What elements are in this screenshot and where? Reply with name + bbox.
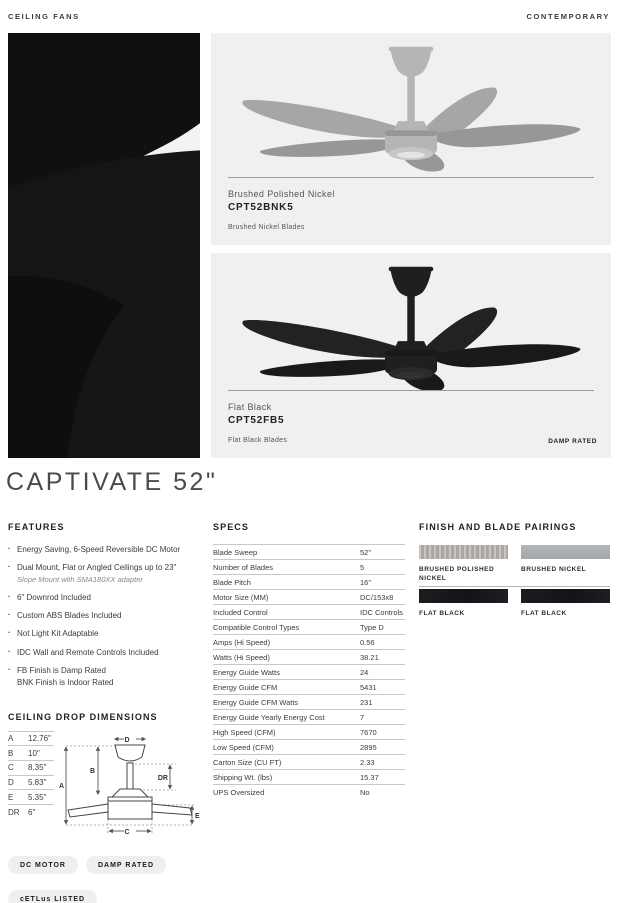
swatch-color-chip	[419, 589, 508, 603]
fan-macro-photo	[8, 33, 200, 458]
spec-row	[213, 710, 405, 725]
spec-value: 52"	[360, 547, 372, 557]
spec-label: Watts (Hi Speed)	[213, 652, 270, 662]
spec-label: Low Speed (CFM)	[213, 742, 274, 752]
category-label: CEILING FANS	[8, 12, 80, 21]
dimensions-heading: CEILING DROP DIMENSIONS	[8, 711, 158, 722]
feature-text: · Dual Mount, Flat or Angled Ceilings up to 23"	[17, 563, 177, 573]
spec-row	[213, 650, 405, 665]
spec-label: High Speed (CFM)	[213, 727, 276, 737]
spec-label: Blade Pitch	[213, 577, 251, 587]
spec-value: 2895	[360, 742, 377, 752]
blade-finish-note: Flat Black Blades	[228, 437, 288, 444]
dimension-value: 10"	[28, 748, 40, 758]
spec-row	[213, 680, 405, 695]
spec-row	[213, 755, 405, 770]
spec-row	[213, 620, 405, 635]
dimension-row	[8, 790, 54, 805]
spec-label: Energy Guide CFM Watts	[213, 697, 299, 707]
ceiling-fan-illustration	[225, 43, 597, 175]
feature-text: · Custom ABS Blades Included	[17, 610, 122, 620]
dimension-row	[8, 746, 54, 761]
spec-label: Blade Sweep	[213, 547, 258, 557]
dimension-letter: B	[8, 748, 14, 758]
spec-value: 16"	[360, 577, 372, 587]
diagram-label-c: C	[124, 828, 130, 836]
finish-name: Brushed Polished Nickel	[228, 189, 335, 199]
spec-value: 5	[360, 562, 365, 572]
diagram-label-a: A	[59, 782, 65, 790]
spec-value: 38.21	[360, 652, 379, 662]
swatch-color-chip	[521, 545, 610, 559]
dimension-row	[8, 761, 54, 776]
dimensions-table	[8, 731, 54, 820]
dimension-value: 5.83"	[28, 777, 47, 787]
breadcrumb	[8, 12, 610, 21]
feature-item	[8, 666, 204, 689]
spec-row	[213, 635, 405, 650]
feature-item	[8, 545, 204, 555]
feature-item	[8, 563, 204, 584]
spec-label: Included Control	[213, 607, 268, 617]
feature-text: · IDC Wall and Remote Controls Included	[17, 647, 159, 657]
spec-label: Amps (Hi Speed)	[213, 637, 271, 647]
finish-pairings-section	[419, 522, 610, 629]
spec-row	[213, 785, 405, 800]
swatch-label: FLAT BLACK	[521, 610, 567, 617]
dimension-row	[8, 805, 54, 820]
product-card-flat-black	[211, 253, 611, 458]
model-number: CPT52FB5	[228, 415, 285, 426]
certification-badges	[8, 856, 308, 903]
feature-note: Slope Mount with SMA180XX adapter	[17, 574, 143, 584]
spec-value: 2.33	[360, 757, 375, 767]
feature-item	[8, 593, 204, 603]
dimension-letter: A	[8, 734, 14, 744]
spec-label: Shipping Wt. (lbs)	[213, 772, 273, 782]
divider	[419, 586, 610, 587]
spec-row	[213, 740, 405, 755]
spec-value: 0.56	[360, 637, 375, 647]
diagram-label-b: B	[90, 767, 96, 775]
feature-item	[8, 629, 204, 639]
spec-value: Type D	[360, 622, 384, 632]
spec-row	[213, 605, 405, 620]
product-cards	[211, 33, 611, 458]
fan-image-nickel	[211, 33, 611, 177]
swatch-color-chip	[521, 589, 610, 603]
feature-item	[8, 611, 204, 621]
specs-heading: SPECS	[213, 522, 250, 532]
spec-label: Motor Size (MM)	[213, 592, 269, 602]
spec-value: 5431	[360, 682, 377, 692]
feature-text: · Not Light Kit Adaptable	[17, 629, 99, 639]
spec-row	[213, 770, 405, 785]
spec-row	[213, 590, 405, 605]
spec-value: 7670	[360, 727, 377, 737]
diagram-label-e: E	[195, 812, 200, 820]
spec-row	[213, 665, 405, 680]
damp-rated-flag: DAMP RATED	[548, 438, 597, 445]
swatch-label: FLAT BLACK	[419, 610, 465, 617]
dimension-letter: E	[8, 792, 14, 802]
spec-row	[213, 560, 405, 575]
spec-label: Energy Guide CFM	[213, 682, 278, 692]
dimension-row	[8, 732, 54, 747]
spec-row	[213, 545, 405, 560]
swatch-color-chip	[419, 545, 508, 559]
badge-pill: DAMP RATED	[86, 856, 166, 874]
dimension-value: 8.35"	[28, 763, 47, 773]
feature-item	[8, 648, 204, 658]
spec-value: 15.37	[360, 772, 379, 782]
swatch-label: BRUSHED NICKEL	[521, 566, 587, 573]
dimension-row	[8, 776, 54, 791]
spec-value: IDC Controls	[360, 607, 403, 617]
dimension-letter: D	[8, 777, 14, 787]
dimension-letter: C	[8, 763, 14, 773]
spec-row	[213, 575, 405, 590]
badge-pill: cETLus LISTED	[8, 890, 97, 903]
spec-row	[213, 695, 405, 710]
feature-text: · FB Finish is Damp Rated	[17, 666, 106, 676]
finish-swatch	[419, 545, 508, 585]
spec-row	[213, 725, 405, 740]
spec-label: Compatible Control Types	[213, 622, 300, 632]
fan-dimension-diagram	[58, 733, 200, 841]
ceiling-drop-dimensions	[8, 731, 204, 849]
spec-value: 231	[360, 697, 373, 707]
features-list	[8, 545, 204, 689]
spec-label: Number of Blades	[213, 562, 274, 572]
badge-pill: DC MOTOR	[8, 856, 78, 874]
product-info	[211, 391, 611, 458]
specs-section	[213, 522, 405, 800]
swatch-grid	[419, 545, 610, 629]
blade-finish-note: Brushed Nickel Blades	[228, 224, 305, 231]
feature-text: · 6" Downrod Included	[17, 592, 91, 602]
spec-label: UPS Oversized	[213, 788, 265, 797]
spec-label: Energy Guide Watts	[213, 667, 280, 677]
finish-swatch	[419, 589, 508, 629]
product-info	[211, 178, 611, 245]
spec-value: No	[360, 788, 370, 797]
dimension-value: 12.76"	[28, 734, 51, 744]
dimension-letter: DR	[8, 807, 20, 817]
diagram-label-dr: DR	[157, 774, 168, 782]
ceiling-fan-illustration	[225, 263, 597, 390]
finish-pairings-heading: FINISH AND BLADE PAIRINGS	[419, 522, 577, 532]
spec-value: DC/153x8	[360, 592, 394, 602]
feature-text: · Energy Saving, 6-Speed Reversible DC Motor	[17, 545, 181, 554]
finish-swatch	[521, 589, 610, 629]
specs-table	[213, 544, 405, 800]
dimension-value: 5.35"	[28, 792, 47, 802]
finish-swatch	[521, 545, 610, 585]
collection-label: CONTEMPORARY	[526, 12, 610, 21]
spec-value: 7	[360, 712, 365, 722]
diagram-label-d: D	[124, 736, 130, 744]
features-heading: FEATURES	[8, 522, 65, 532]
fan-image-black	[211, 253, 611, 390]
swatch-label: BRUSHED POLISHED NICKEL	[419, 566, 495, 583]
model-number: CPT52BNK5	[228, 202, 294, 213]
spec-value: 24	[360, 667, 369, 677]
spec-label: Carton Size (CU FT)	[213, 757, 282, 767]
page-title: CAPTIVATE 52"	[6, 468, 218, 496]
feature-text: BNK Finish is Indoor Rated	[17, 678, 114, 688]
dimension-value: 6"	[28, 807, 36, 817]
spec-label: Energy Guide Yearly Energy Cost	[213, 712, 325, 722]
finish-name: Flat Black	[228, 402, 272, 412]
features-section	[8, 522, 204, 849]
product-card-brushed-nickel	[211, 33, 611, 245]
